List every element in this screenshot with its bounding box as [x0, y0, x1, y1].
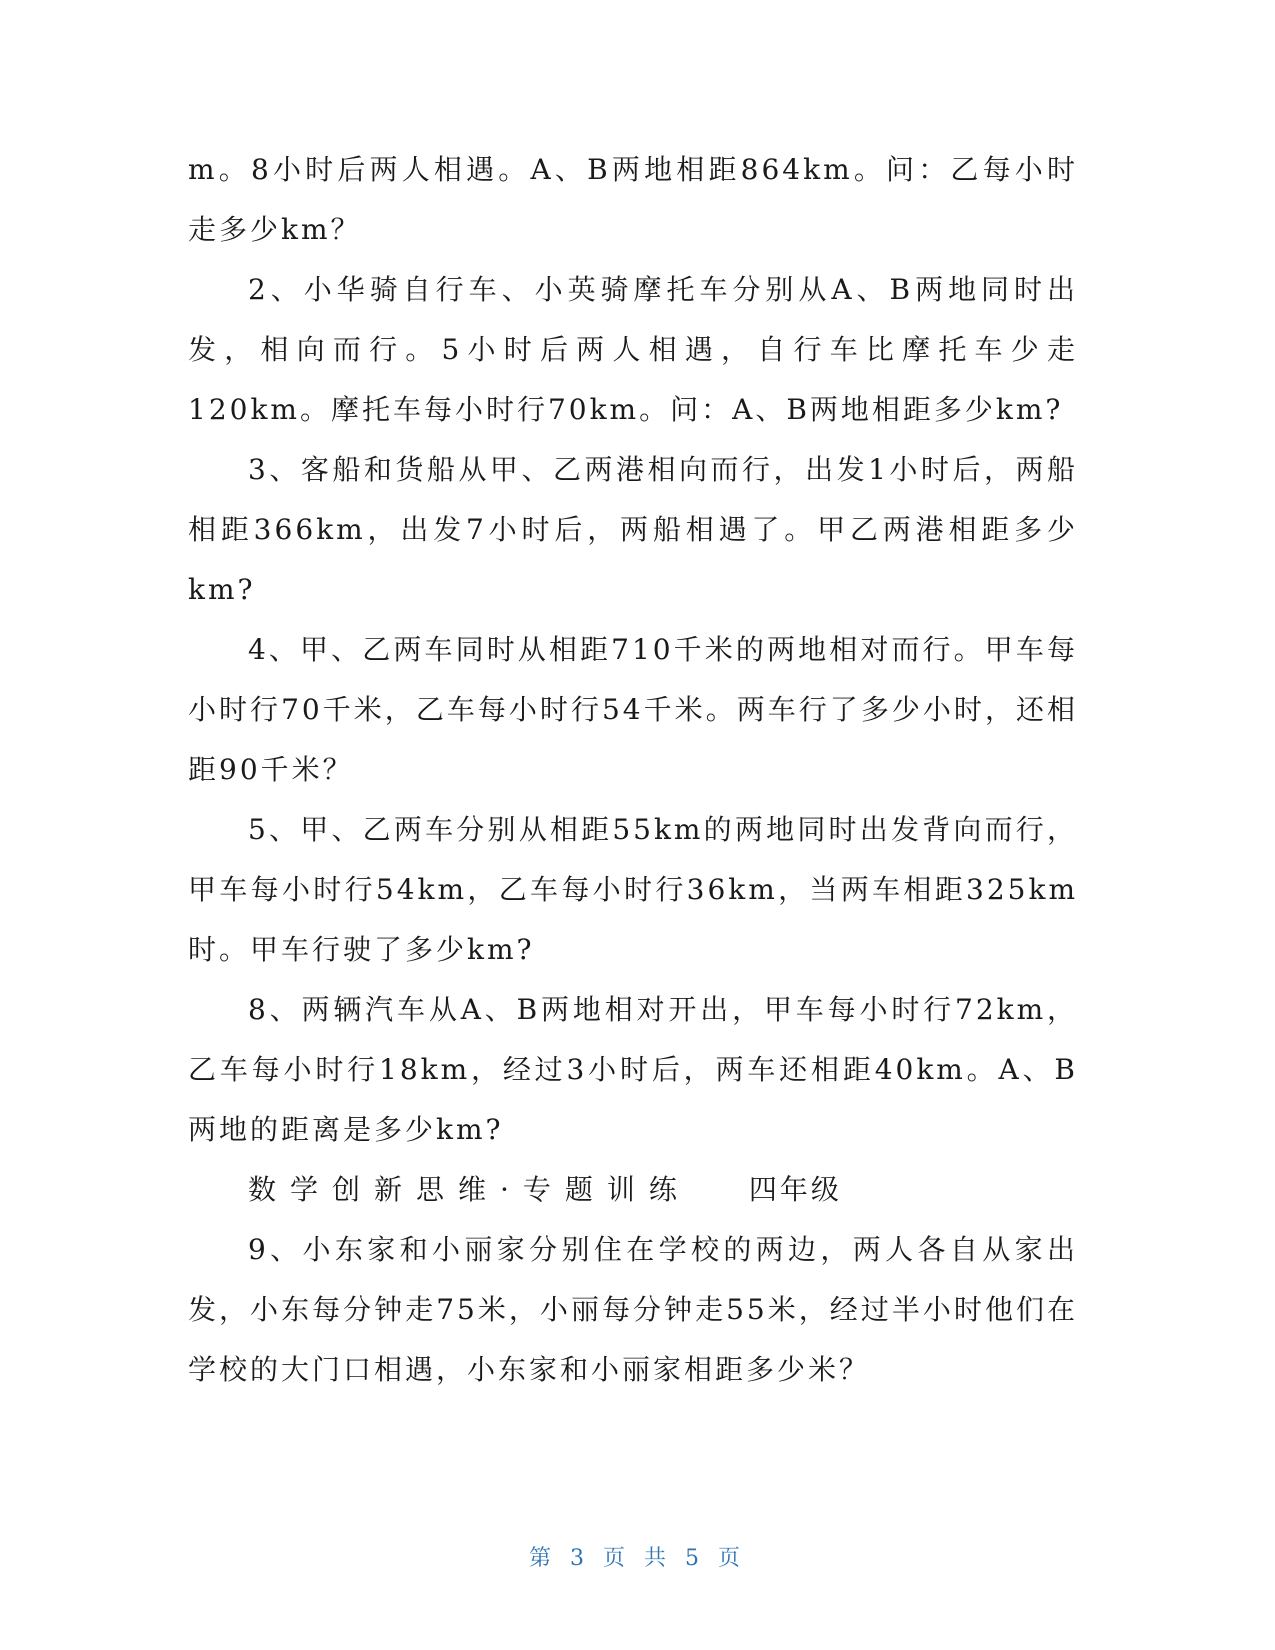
paragraph-problem-3: 3、客船和货船从甲、乙两港相向而行，出发1小时后，两船相距366km，出发7小时后，两船相遇了。甲乙两港相距多少km? — [188, 453, 1078, 606]
document-body — [188, 140, 1078, 1400]
section-grade: 四年级 — [748, 1173, 842, 1206]
section-heading — [188, 1160, 1078, 1220]
paragraph-problem-8: 8、两辆汽车从A、B两地相对开出，甲车每小时行72km，乙车每小时行18km，经过3小时后，两车还相距40km。A、B两地的距离是多少km? — [188, 993, 1078, 1146]
paragraph-problem-2: 2、小华骑自行车、小英骑摩托车分别从A、B两地同时出发，相向而行。5小时后两人相遇，自行车比摩托车少走120km。摩托车每小时行70km。问：A、B两地相距多少km? — [188, 273, 1078, 426]
paragraph-problem-4: 4、甲、乙两车同时从相距710千米的两地相对而行。甲车每小时行70千米，乙车每小时行54千米。两车行了多少小时，还相距90千米？ — [188, 633, 1078, 786]
paragraph-problem-9: 9、小东家和小丽家分别住在学校的两边，两人各自从家出发，小东每分钟走75米，小丽每分钟走55米，经过半小时他们在学校的大门口相遇，小东家和小丽家相距多少米？ — [188, 1233, 1078, 1386]
section-title: 数学创新思维·专题训练 — [248, 1173, 691, 1206]
paragraph-problem-1-continuation: m。8小时后两人相遇。A、B两地相距864km。问：乙每小时走多少km？ — [188, 153, 1078, 246]
page-number-footer: 第 3 页 共 5 页 — [529, 1546, 746, 1571]
paragraph-problem-5: 5、甲、乙两车分别从相距55km的两地同时出发背向而行，甲车每小时行54km，乙车每小时行36km，当两车相距325km时。甲车行驶了多少km? — [188, 813, 1078, 966]
